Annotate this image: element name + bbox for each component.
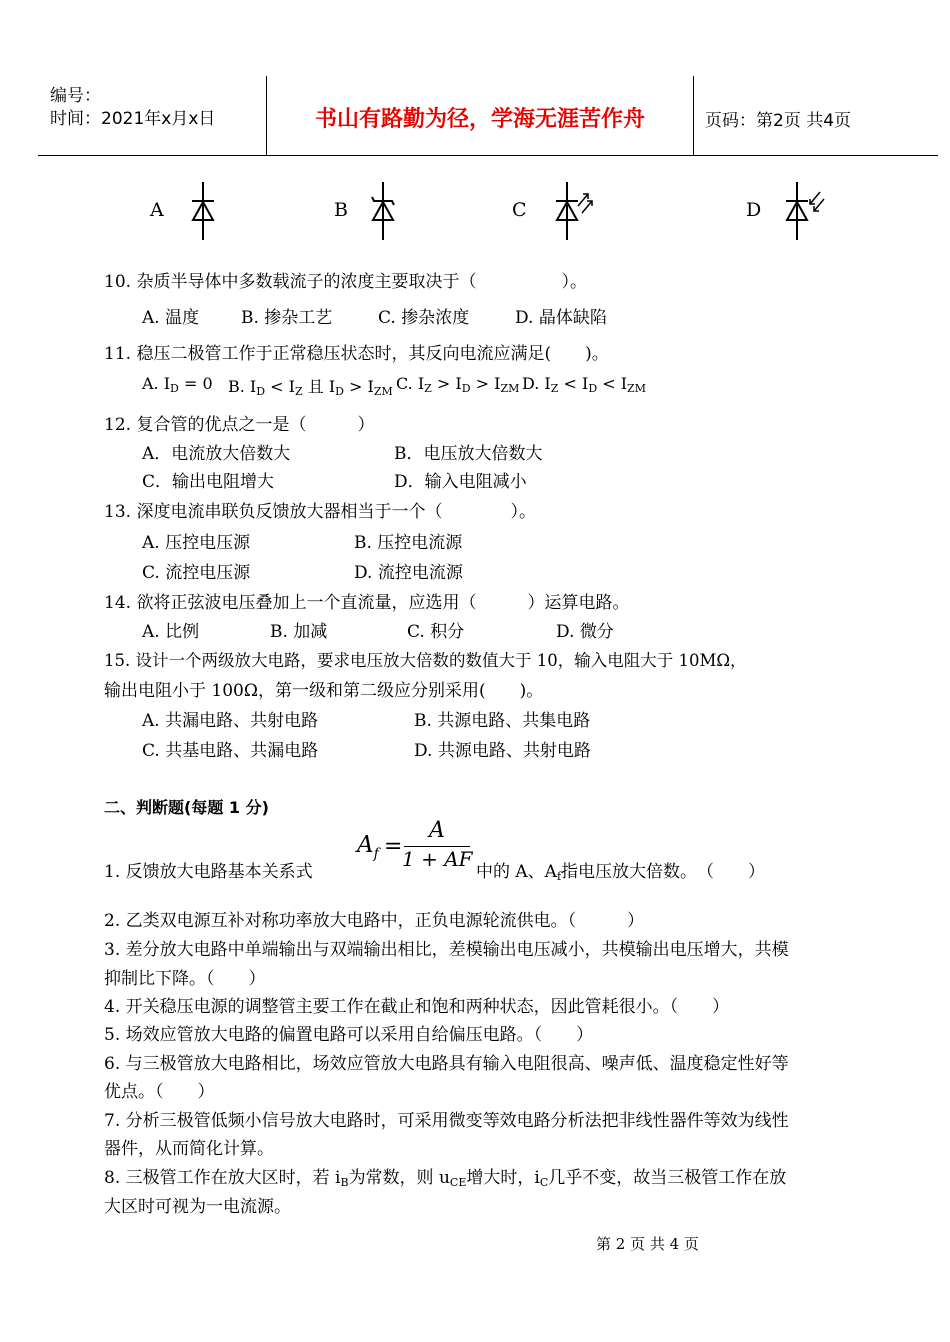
judgment-2: 2. 乙类双电源互补对称功率放大电路中，正负电源轮流供电。（ ） (104, 911, 645, 931)
q12-option-b: B．电压放大倍数大 (394, 444, 543, 464)
document-header (38, 76, 938, 156)
q15-option-b: B. 共源电路、共集电路 (414, 711, 591, 731)
formula-numerator: A (429, 818, 445, 843)
led-symbol-c-icon (552, 180, 596, 242)
q13-option-b: B. 压控电流源 (354, 533, 463, 553)
judgment-4: 4. 开关稳压电源的调整管主要工作在截止和饱和两种状态，因此管耗很小。（ ） (104, 997, 730, 1017)
question-11-stem: 11. 稳压二极管工作于正常稳压状态时，其反向电流应满足( )。 (104, 344, 609, 364)
q13-option-a: A. 压控电压源 (142, 533, 251, 553)
judgment-3-line1: 3. 差分放大电路中单端输出与双端输出相比，差模输出电压减小，共模输出电压增大，共模 (104, 940, 789, 960)
serial-label: 编号： (50, 86, 101, 106)
q10-option-c: C. 掺杂浓度 (378, 308, 470, 328)
section-2-title: 二、判断题(每题 1 分) (104, 798, 269, 817)
symbol-option-b-label: B (334, 199, 348, 221)
diode-symbol-a-icon (188, 180, 218, 242)
q11-option-d: D. $I_Z < I_D < I_{ZM}$ (522, 374, 646, 395)
q10-option-a: A. 温度 (142, 308, 200, 328)
judgment-1-suffix: 中的 A、$A_f$指电压放大倍数。 （ ） (476, 862, 766, 883)
question-12-stem: 12. 复合管的优点之一是（ ） (104, 415, 375, 435)
q11-option-a: A. $I_D = 0$ (142, 374, 213, 395)
judgment-7-line1: 7. 分析三极管低频小信号放大电路时，可采用微变等效电路分析法把非线性器件等效为线性 (104, 1111, 789, 1131)
q10-option-d: D. 晶体缺陷 (515, 308, 607, 328)
question-10-stem: 10. 杂质半导体中多数载流子的浓度主要取决于（ ）。 (104, 272, 587, 292)
judgment-3-line2: 抑制比下降。（ ） (104, 969, 266, 989)
q12-option-d: D．输入电阻减小 (394, 472, 527, 492)
page-label: 页码：第2页 共4页 (705, 111, 852, 131)
q13-option-c: C. 流控电压源 (142, 563, 251, 583)
question-15-stem-line2: 输出电阻小于 100Ω，第一级和第二级应分别采用( )。 (104, 681, 544, 701)
symbol-option-c-label: C (512, 199, 527, 221)
header-right-cell (693, 76, 938, 155)
date-label: 时间：2021年x月x日 (50, 109, 216, 129)
q12-option-c: C．输出电阻增大 (142, 472, 275, 492)
question-15-stem-line1: 15. 设计一个两级放大电路，要求电压放大倍数的数值大于 10，输入电阻大于 10MΩ， (104, 651, 747, 670)
q12-option-a: A．电流放大倍数大 (142, 444, 291, 464)
q14-option-d: D. 微分 (556, 622, 614, 642)
q14-option-c: C. 积分 (407, 622, 465, 642)
judgment-1-prefix: 1. 反馈放大电路基本关系式 (104, 862, 313, 882)
judgment-8-line1: 8. 三极管工作在放大区时，若 $i_B$为常数，则 $u_{CE}$增大时，$i_C$几乎不变，故当三极管工作在放 (104, 1168, 787, 1189)
symbol-option-a-label: A (150, 199, 164, 221)
q14-option-a: A. 比例 (142, 622, 200, 642)
judgment-6-line1: 6. 与三极管放大电路相比，场效应管放大电路具有输入电阻很高、噪声低、温度稳定性好等 (104, 1054, 789, 1074)
header-left-cell (38, 76, 266, 155)
photodiode-symbol-d-icon (782, 180, 826, 242)
q15-option-d: D. 共源电路、共射电路 (414, 741, 591, 761)
judgment-8-line2: 大区时可视为一电流源。 (104, 1197, 291, 1217)
formula-lhs: $A_f$ (357, 832, 379, 862)
formula-denominator: 1 + AF (402, 847, 473, 871)
q13-option-d: D. 流控电流源 (354, 563, 463, 583)
symbol-option-d-label: D (746, 199, 762, 221)
formula-equals: = (384, 834, 403, 859)
q11-option-c: C. $I_Z > I_D > I_{ZM}$ (396, 374, 520, 395)
judgment-5: 5. 场效应管放大电路的偏置电路可以采用自给偏压电路。（ ） (104, 1025, 594, 1045)
q15-option-a: A. 共漏电路、共射电路 (142, 711, 319, 731)
q14-option-b: B. 加减 (270, 622, 328, 642)
motto: 书山有路勤为径，学海无涯苦作舟 (314, 107, 645, 132)
question-13-stem: 13. 深度电流串联负反馈放大器相当于一个（ ）。 (104, 502, 536, 522)
question-14-stem: 14. 欲将正弦波电压叠加上一个直流量，应选用（ ）运算电路。 (104, 593, 630, 613)
q11-option-b: B. $I_D < I_Z$ 且 $I_D > I_{ZM}$ (228, 377, 393, 398)
q10-option-b: B. 掺杂工艺 (241, 308, 333, 328)
judgment-7-line2: 器件，从而简化计算。 (104, 1139, 274, 1159)
diode-symbol-b-icon (368, 180, 398, 242)
page-footer: 第 2 页 共 4 页 (596, 1235, 699, 1253)
judgment-6-line2: 优点。（ ） (104, 1082, 215, 1102)
q15-option-c: C. 共基电路、共漏电路 (142, 741, 319, 761)
header-middle-cell (266, 76, 694, 155)
